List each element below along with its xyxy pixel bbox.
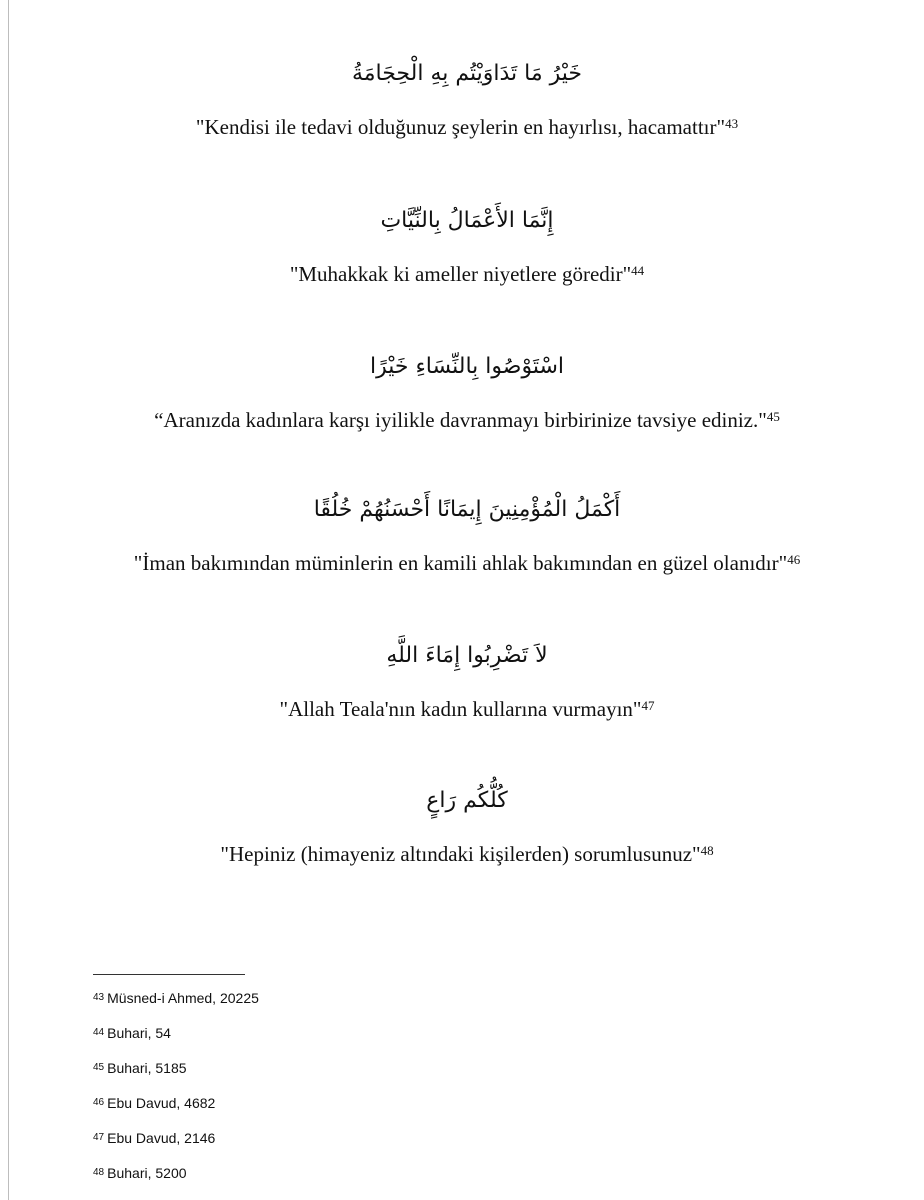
translation-quote: "Hepiniz (himayeniz altındaki kişilerden) sorumlusunuz" bbox=[220, 842, 701, 866]
footnote-reference[interactable]: 48 bbox=[700, 843, 714, 858]
footnote-number: 43 bbox=[93, 992, 105, 1003]
page-edge bbox=[0, 0, 9, 1200]
footnote-reference[interactable]: 47 bbox=[641, 698, 655, 713]
translation-quote: “Aranızda kadınlara karşı iyilikle davranmayı birbirinize tavsiye ediniz." bbox=[154, 408, 767, 432]
arabic-text: خَيْرُ مَا تَدَاوَيْتُم بِهِ الْحِجَامَةُ bbox=[351, 61, 583, 86]
hadith-block bbox=[10, 58, 924, 142]
footnote-text: Buhari, 5185 bbox=[107, 1060, 187, 1076]
footnote-reference[interactable]: 45 bbox=[766, 409, 780, 424]
footnote-text: Ebu Davud, 2146 bbox=[107, 1130, 216, 1146]
arabic-text: كُلُّكُم رَاعٍ bbox=[426, 788, 508, 813]
translation-text bbox=[10, 112, 924, 142]
footnotes-list bbox=[93, 988, 593, 1198]
footnote-item bbox=[93, 988, 593, 1023]
arabic-text: أَكْمَلُ الْمُؤْمِنِينَ إِيمَانًا أَحْسَنُهُمْ خُلُقًا bbox=[313, 497, 621, 522]
hadith-block bbox=[10, 640, 924, 724]
footnote-text: Buhari, 54 bbox=[107, 1025, 171, 1041]
footnote-item bbox=[93, 1023, 593, 1058]
hadith-block bbox=[10, 785, 924, 869]
hadith-block bbox=[10, 351, 924, 435]
footnote-text: Buhari, 5200 bbox=[107, 1165, 187, 1181]
footnote-item bbox=[93, 1128, 593, 1163]
translation-text bbox=[10, 405, 924, 435]
footnote-item bbox=[93, 1163, 593, 1198]
translation-quote: "İman bakımından müminlerin en kamili ahlak bakımından en güzel olanıdır" bbox=[133, 551, 788, 575]
footnote-item bbox=[93, 1058, 593, 1093]
translation-quote: "Allah Teala'nın kadın kullarına vurmayın" bbox=[279, 697, 642, 721]
footnote-text: Ebu Davud, 4682 bbox=[107, 1095, 216, 1111]
arabic-text: اسْتَوْصُوا بِالنِّسَاءِ خَيْرًا bbox=[369, 354, 565, 379]
footnote-number: 48 bbox=[93, 1167, 105, 1178]
translation-text bbox=[10, 259, 924, 289]
hadith-block bbox=[10, 205, 924, 289]
footnote-reference[interactable]: 46 bbox=[787, 552, 801, 567]
arabic-text: إِنَّمَا الأَعْمَالُ بِالنِّيَّاتِ bbox=[380, 208, 554, 233]
translation-quote: "Kendisi ile tedavi olduğunuz şeylerin en hayırlısı, hacamattır" bbox=[195, 115, 726, 139]
footnote-text: Müsned-i Ahmed, 20225 bbox=[107, 990, 259, 1006]
footnote-reference[interactable]: 44 bbox=[631, 263, 645, 278]
footnote-separator bbox=[93, 974, 245, 975]
translation-text bbox=[10, 839, 924, 869]
footnote-number: 44 bbox=[93, 1027, 105, 1038]
footnote-reference[interactable]: 43 bbox=[725, 116, 739, 131]
footnote-number: 46 bbox=[93, 1097, 105, 1108]
footnote-item bbox=[93, 1093, 593, 1128]
footnote-number: 47 bbox=[93, 1132, 105, 1143]
translation-text bbox=[10, 694, 924, 724]
footnote-number: 45 bbox=[93, 1062, 105, 1073]
translation-text bbox=[10, 548, 924, 578]
translation-quote: "Muhakkak ki ameller niyetlere göredir" bbox=[289, 262, 632, 286]
arabic-text: لاَ تَضْرِبُوا إِمَاءَ اللَّهِ bbox=[386, 643, 548, 668]
hadith-block bbox=[10, 494, 924, 578]
